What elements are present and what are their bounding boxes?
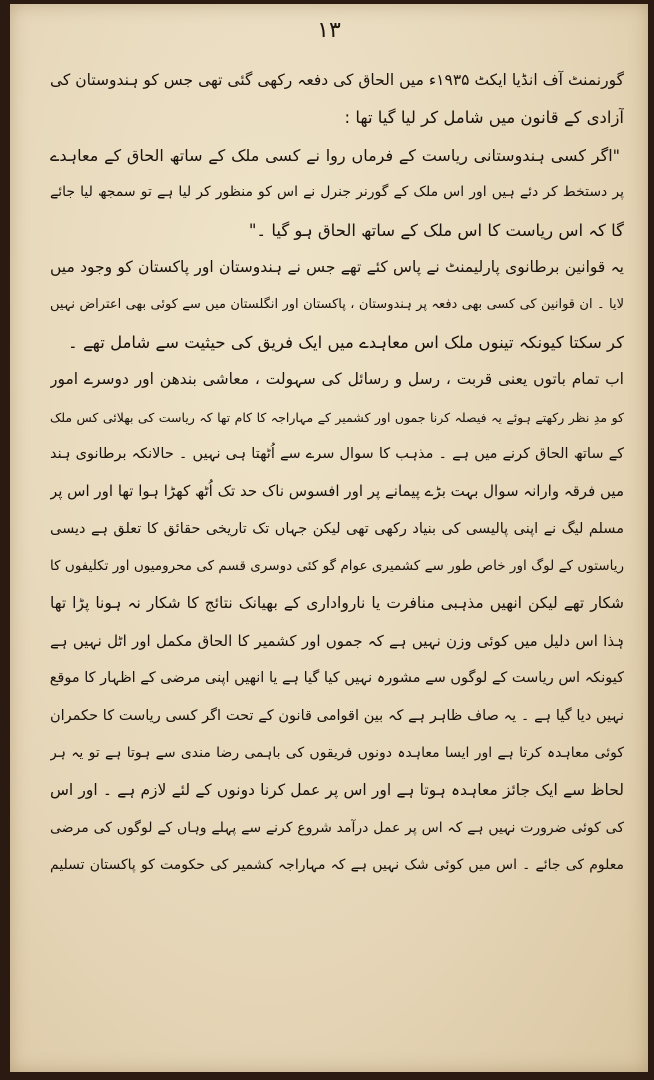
quote-line: گا کہ اس ریاست کا اس ملک کے ساتھ الحاق ہو گیا ۔" <box>248 220 624 240</box>
text-line: کر سکتا کیونکہ تینوں ملک اس معاہدے میں ایک فریق کی حیثیت سے شامل تھے ۔ <box>68 332 624 352</box>
text-line: لحاظ سے ایک جائز معاہدہ ہوتا ہے اور اس پر عمل کرنا دونوں کے لئے لازم ہے ۔ اور اس <box>50 781 624 800</box>
text-line: کے ساتھ الحاق کرنے میں ہے ۔ مذہب کا سوال سرے سے اُٹھتا ہی نہیں ۔ حالانکہ برطانوی ہند <box>50 445 624 462</box>
text-line: ہٰذا اس دلیل میں کوئی وزن نہیں ہے کہ جموں اور کشمیر کا الحاق مکمل اور اٹل نہیں ہے <box>50 631 624 650</box>
text-line: آزادی کے قانون میں شامل کر لیا گیا تھا : <box>344 108 624 128</box>
text-line: کو مدِ نظر رکھتے ہوئے یہ فیصلہ کرنا جموں اور کشمیر کے مہاراجہ کا کام تھا کہ ریاست کی بھلائی کس ملک <box>50 409 624 425</box>
book-page <box>10 4 648 1072</box>
text-line: یہ قوانین برطانوی پارلیمنٹ نے پاس کئے تھے جس نے ہندوستان اور پاکستان کو وجود میں <box>50 257 624 276</box>
text-line: کیونکہ اس ریاست کے لوگوں سے مشورہ نہیں کیا گیا ہے یا انھیں اپنی مرضی کے اظہار کا موقع <box>50 670 624 687</box>
quote-line: "اگر کسی ہندوستانی ریاست کے فرماں روا نے کسی ملک کے ساتھ الحاق کے معاہدے <box>50 145 620 165</box>
text-line: شکار تھے لیکن انھیں مذہبی منافرت یا نارواداری کے بھیانک نتائج کا شکار نہ ہونا پڑا تھا <box>50 594 624 613</box>
text-line: معلوم کی جائے ۔ اس میں کوئی شک نہیں ہے کہ مہاراجہ کشمیر کی حکومت کو پاکستان تسلیم <box>50 857 624 874</box>
text-line: مسلم لیگ نے اپنی پالیسی کی بنیاد رکھی تھی لیکن جہاں تک تاریخی حقائق کا تعلق ہے دیسی <box>50 520 624 537</box>
page-number: ۱۳ <box>317 18 341 43</box>
text-line: اب تمام باتوں یعنی قربت ، رسل و رسائل کی سہولت ، معاشی بندھن اور دوسرے امور <box>50 370 624 389</box>
text-line: ریاستوں کے لوگ اور خاص طور سے کشمیری عوام گو کئی دوسری قسم کی محرومیوں اور تکلیفوں کا <box>50 558 624 575</box>
text-line: کی کوئی ضرورت نہیں ہے کہ اس پر عمل درآمد شروع کرنے سے پہلے وہاں کے لوگوں کی مرضی <box>50 819 624 836</box>
text-line: گورنمنٹ آف انڈیا ایکٹ ۱۹۳۵ء میں الحاق کی دفعہ رکھی گئی تھی جس کو ہندوستان کی <box>50 71 624 89</box>
text-line: لایا ۔ ان قوانین کی کسی بھی دفعہ پر ہندوستان ، پاکستان اور انگلستان میں سے کوئی بھی اعتراض نہیں <box>50 297 624 313</box>
quote-line: پر دستخط کر دئے ہیں اور اس ملک کے گورنر جنرل نے اس کو منظور کر لیا ہے تو سمجھ لیا جائے <box>50 184 624 201</box>
text-line: کوئی معاہدہ کرتا ہے اور ایسا معاہدہ دونوں فریقوں کی باہمی رضا مندی سے ہوتا ہے تو یہ ہر <box>50 745 624 762</box>
page-body-text <box>50 62 624 885</box>
text-line: نہیں دیا گیا ہے ۔ یہ صاف ظاہر ہے کہ بین اقوامی قانون کے تحت اگر کسی ریاست کا حکمران <box>50 707 624 724</box>
text-line: میں فرقہ وارانہ سوال بہت بڑے پیمانے پر اور افسوس ناک حد تک اُٹھ کھڑا ہوا تھا اور اس پر <box>50 482 624 501</box>
